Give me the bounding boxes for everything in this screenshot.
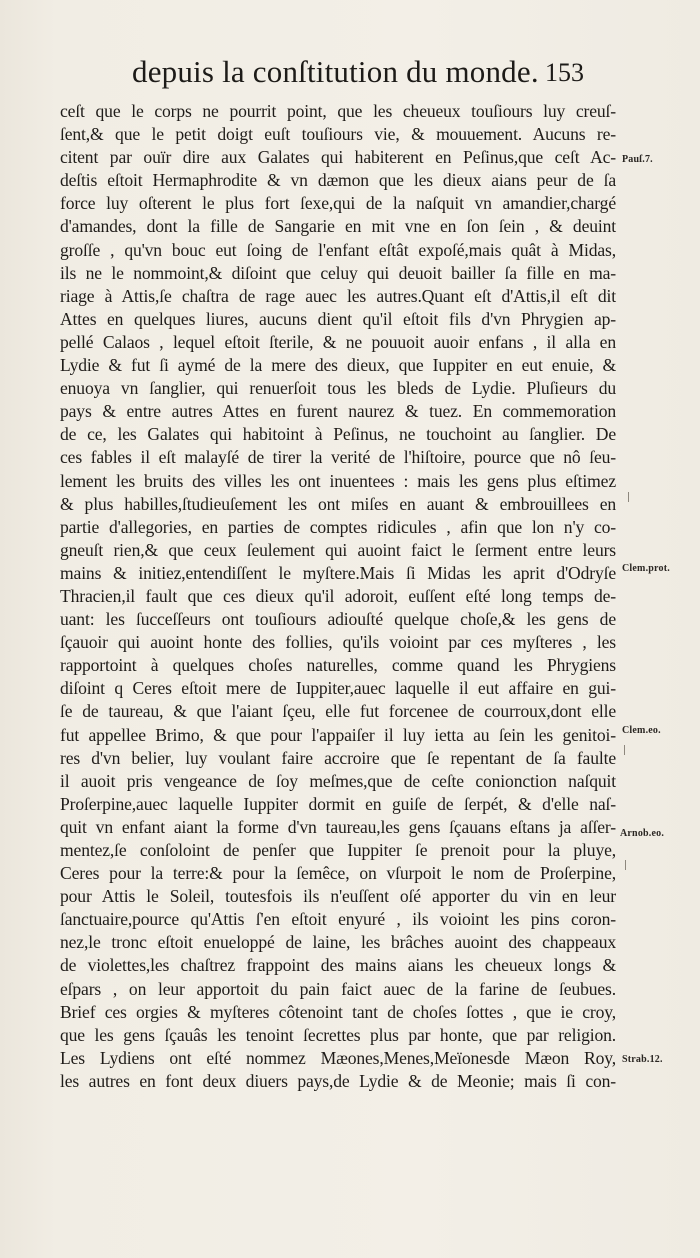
text-line: ſent,& que le petit doigt euſt touſiours vie, & mouuement. Aucuns re- <box>60 124 616 145</box>
text-line: partie d'allegories, en parties de comptes ridicules , afin que lon n'y co- <box>60 516 616 537</box>
text-line: Ceres pour la terre:& pour la ſemêce, on vſurpoit le nom de Proſerpine, <box>60 863 616 884</box>
page-number: 153 <box>545 58 584 87</box>
text-line: ſanctuaire,pource qu'Attis ſ'en eſtoit enyuré , ils voioint les pins coron- <box>60 909 616 930</box>
marginal-note-arnobius: Arnob.eo. <box>620 828 665 839</box>
text-line: pays & entre autres Attes en furent naurez & tuez. En commemoration <box>60 401 616 422</box>
text-line: que les gens ſçauâs les tenoint ſecrettes plus par honte, que par religion. <box>60 1024 616 1045</box>
text-line: & plus habilles,ſtudieuſement les ont miſes en auant & embrouillees en <box>60 493 616 514</box>
text-line: Thracien,il fault que ces dieux qu'il adoroit, euſſent eſté long temps de- <box>60 585 616 606</box>
marginal-note-strabo: Strab.12. <box>622 1054 663 1065</box>
margin-mark <box>624 745 625 755</box>
text-line: mains & initiez,entendiſſent le myſtere.Mais ſi Midas les aprit d'Odryſe <box>60 562 616 583</box>
text-line: Attes en quelques liures, aucuns dient qu'il eſtoit fils d'vn Phrygien ap- <box>60 308 616 329</box>
text-line: lement les bruits des villes les ont inuentees : mais les gens plus eſtimez <box>60 470 616 491</box>
text-line: enuoya vn ſanglier, qui renuerſoit tous les bleds de Lydie. Pluſieurs du <box>60 378 616 399</box>
text-line: ceſt que le corps ne pourrit point, que les cheueux touſiours luy creuſ- <box>60 101 616 121</box>
text-line: Lydie & fut ſi aymé de la mere des dieux, que Iuppiter en eut enuie, & <box>60 355 616 376</box>
marginal-note-pausanias: Pauſ.7. <box>622 154 653 165</box>
text-line: de violettes,les chaſtrez frappoint des mains aians les cheueux longs & <box>60 955 616 976</box>
text-line: ils ne le nommoint,& diſoint que celuy qui deuoit bailler ſa fille en ma- <box>60 262 616 283</box>
text-line: rapportoint à quelques choſes naturelles, comme quand les Phrygiens <box>60 655 616 676</box>
text-line: Brief ces orgies & myſteres côtenoint tant de choſes ſottes , que ie croy, <box>60 1001 616 1022</box>
text-line: de ce, les Galates qui habitoint à Peſinus, ne touchoint au ſanglier. De <box>60 424 616 445</box>
text-line: Les Lydiens ont eſté nommez Mæones,Menes,Meïonesde Mæon Roy, <box>60 1047 616 1068</box>
text-line: ſe de taureau, & que l'aiant ſçeu, elle fut forcenee de courroux,dont elle <box>60 701 616 722</box>
margin-mark <box>625 860 626 870</box>
text-line: force luy oſterent le plus fort ſexe,qui de la naſquit vn amandier,chargé <box>60 193 616 214</box>
text-line: deſtis eſtoit Hermaphrodite & vn dæmon que les dieux aians peur de ſa <box>60 170 616 191</box>
text-line: les autres en font deux diuers pays,de Lydie & de Meonie; mais ſi con- <box>60 1070 616 1091</box>
text-line: riage à Attis,ſe chaſtra de rage auec les autres.Quant eſt d'Attis,il eſt dit <box>60 285 616 306</box>
text-line: d'amandes, dont la fille de Sangarie en mit vne en ſon ſein , & deuint <box>60 216 616 237</box>
text-line: ſçauoir qui auoint honte des follies, qu'ils voioint par ces myſteres , les <box>60 632 616 653</box>
text-line: citent par ouïr dire aux Galates qui habiterent en Peſinus,que ceſt Ac- <box>60 147 616 168</box>
text-line: fut appellee Brimo, & que pour l'appaiſer il luy ietta au ſein les genitoi- <box>60 724 616 745</box>
text-line: Proſerpine,auec laquelle Iuppiter dormit en guiſe de ſerpét, & d'elle naſ- <box>60 793 616 814</box>
text-line: ces fables il eſt malayſé de tirer la verité de l'hiſtoire, pource que nô ſeu- <box>60 447 616 468</box>
margin-mark <box>628 492 629 502</box>
text-line: pellé Calaos , lequel eſtoit ſterile, & ne pouuoit auoir enfans , il alla en <box>60 331 616 352</box>
body-text <box>60 100 616 1093</box>
text-line: groſſe , qu'vn bouc eut ſoing de l'enfant eſtât expoſé,mais quât à Midas, <box>60 239 616 260</box>
text-line: diſoint q Ceres eſtoit mere de Iuppiter,auec laquelle il eut affaire en gui- <box>60 678 616 699</box>
text-line: gneuſt rien,& que ceux ſeulement qui auoint faict le ſerment entre leurs <box>60 539 616 560</box>
text-line: res d'vn belier, luy voulant faire accroire que ſe repentant de ſa faulte <box>60 747 616 768</box>
page-header <box>0 54 700 94</box>
text-line: eſpars , on leur apportoit du pain faict auec de la farine de ſeubues. <box>60 978 616 999</box>
marginal-note-clement-prot: Clem.prot. <box>622 563 670 574</box>
text-line: nez,le tronc eſtoit enueloppé de laine, les brâches auoint des chappeaux <box>60 932 616 953</box>
marginal-note-clement-eo: Clem.eo. <box>622 725 661 736</box>
running-title: depuis la conſtitution du monde. <box>132 54 539 89</box>
text-line: uant: les ſucceſſeurs ont touſiours adiouſté quelque choſe,& les gens de <box>60 609 616 630</box>
text-line: pour Attis le Soleil, toutesfois ils n'euſſent oſé apporter du vin en leur <box>60 886 616 907</box>
text-line: quit vn enfant aiant la forme d'vn taureau,les gens ſçauans eſtans ja aſſer- <box>60 816 616 837</box>
text-line: mentez,ſe conſoloint de penſer que Iuppiter ſe prenoit pour la pluye, <box>60 840 616 860</box>
text-line: il auoit pris vengeance de ſoy meſmes,que de ceſte conionction naſquit <box>60 770 616 791</box>
